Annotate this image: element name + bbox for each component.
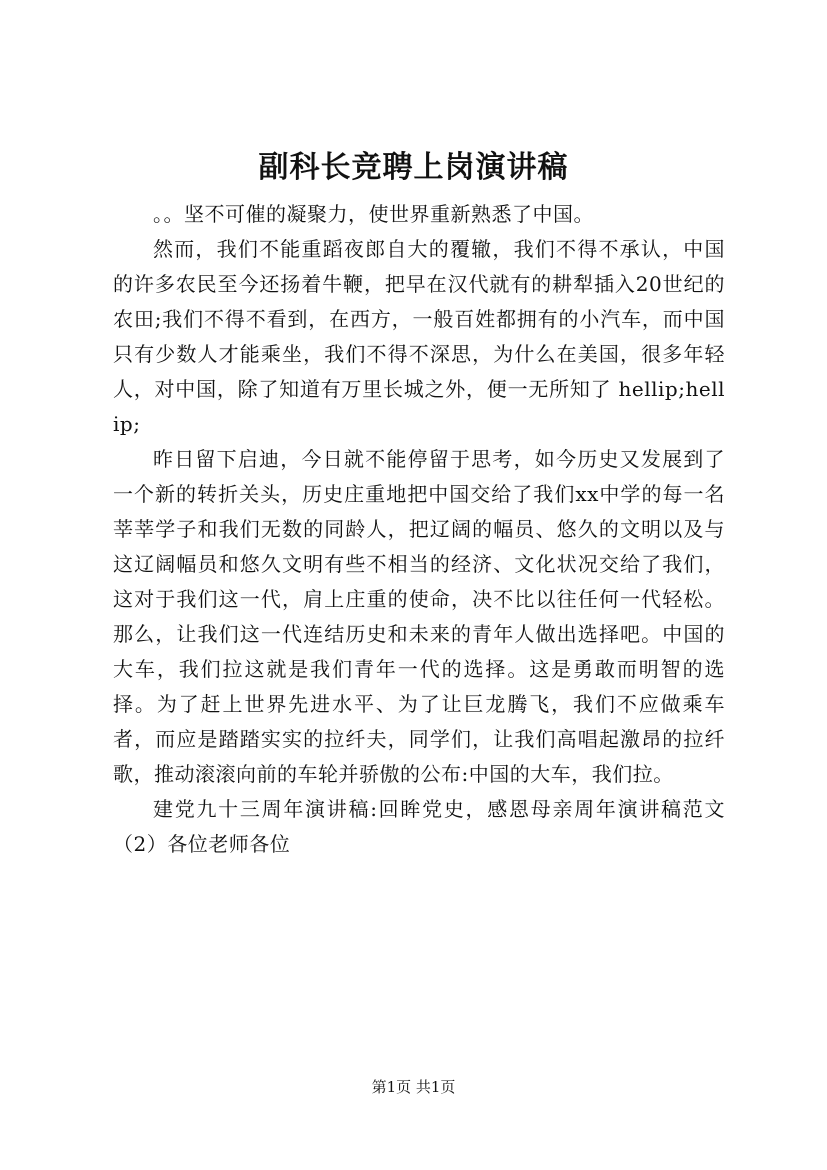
document-title: 副科长竞聘上岗演讲稿 xyxy=(258,150,569,185)
paragraph-4: 建党九十三周年演讲稿:回眸党史，感恩母亲周年演讲稿范文（2）各位老师各位 xyxy=(113,797,725,856)
page-footer: 第1页 共1页 xyxy=(371,1078,456,1096)
paragraph-1: 。。坚不可催的凝聚力，使世界重新熟悉了中国。 xyxy=(153,202,594,226)
document-body xyxy=(113,197,725,862)
paragraph-2: 然而，我们不能重蹈夜郎自大的覆辙，我们不得不承认，中国的许多农民至今还扬着牛鞭，把早在汉代就有的耕犁插入20世纪的农田;我们不得不看到，在西方，一般百姓都拥有的小汽车，而中国只有少数人才能乘坐，我们不得不深思，为什么在美国，很多年轻人，对中国，除了知道有万里长城之外，便一无所知了 hellip;hellip; xyxy=(113,237,725,436)
paragraph-3: 昨日留下启迪，今日就不能停留于思考，如今历史又发展到了一个新的转折关头，历史庄重地把中国交给了我们xx中学的每一名莘莘学子和我们无数的同龄人，把辽阔的幅员、悠久的文明以及与这辽阔幅员和悠久文明有些不相当的经济、文化状况交给了我们，这对于我们这一代，肩上庄重的使命，决不比以往任何一代轻松。那么，让我们这一代连结历史和未来的青年人做出选择吧。中国的大车，我们拉这就是我们青年一代的选择。这是勇敢而明智的选择。为了赶上世界先进水平、为了让巨龙腾飞，我们不应做乘车者，而应是踏踏实实的拉纤夫，同学们，让我们高唱起激昂的拉纤歌，推动滚滚向前的车轮并骄傲的公布:中国的大车，我们拉。 xyxy=(113,447,725,786)
